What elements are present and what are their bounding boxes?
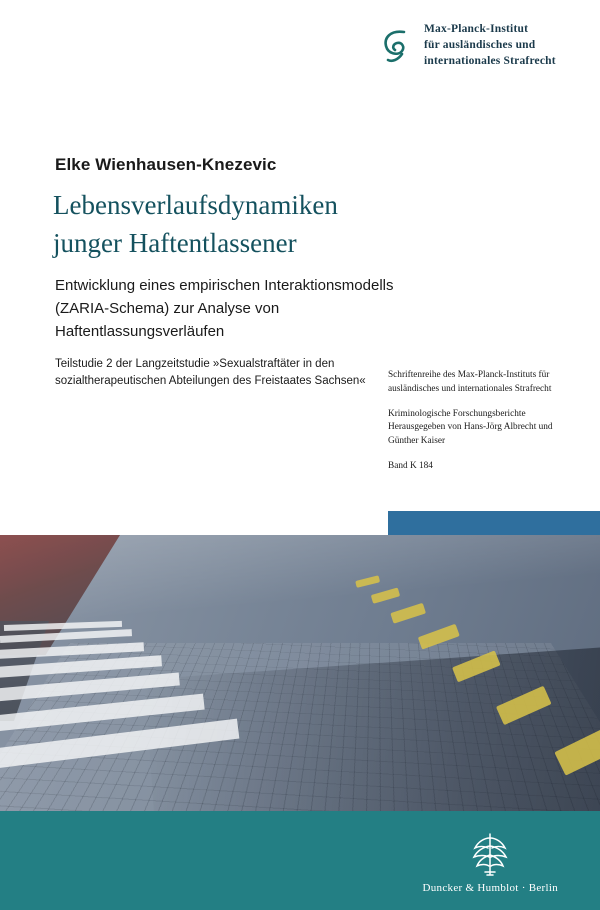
book-subtitle: Entwicklung eines empirischen Interaktionsmodells (ZARIA-Schema) zur Analyse von Haftentlassungsverläufen bbox=[55, 277, 394, 340]
book-series-note: Teilstudie 2 der Langzeitstudie »Sexualstraftäter in den sozialtherapeutischen Abteilungen des Freistaates Sachsen« bbox=[55, 358, 366, 388]
footer-band bbox=[0, 811, 600, 910]
institute-line-2: für ausländisches und bbox=[424, 38, 536, 51]
series-info-volume: Band K 184 bbox=[388, 460, 433, 471]
institute-line-3: internationales Strafrecht bbox=[424, 54, 556, 67]
book-title-line-2: junger Haftentlassener bbox=[53, 228, 297, 259]
publisher-block bbox=[423, 830, 559, 894]
cover-photograph bbox=[0, 511, 600, 811]
photo-blue-patch bbox=[388, 511, 600, 535]
mpi-spiral-icon bbox=[380, 24, 414, 70]
series-info bbox=[388, 369, 568, 474]
institute-line-1: Max-Planck-Institut bbox=[424, 23, 529, 35]
series-info-imprint: Schriftenreihe des Max-Planck-Instituts für ausländisches und internationales Strafrecht bbox=[388, 370, 552, 394]
book-title-line-1: Lebensverlaufsdynamiken bbox=[53, 190, 338, 220]
series-info-editors: Kriminologische Forschungsberichte Herausgegeben von Hans-Jörg Albrecht und Günther Kaiser bbox=[388, 408, 553, 446]
institute-name bbox=[424, 22, 556, 70]
duncker-humblot-eagle-icon bbox=[468, 830, 512, 878]
publisher-name: Duncker & Humblot · Berlin bbox=[422, 882, 558, 894]
institute-logo-block bbox=[380, 22, 580, 70]
book-title bbox=[53, 186, 453, 263]
author-name: Elke Wienhausen-Knezevic bbox=[55, 155, 277, 174]
